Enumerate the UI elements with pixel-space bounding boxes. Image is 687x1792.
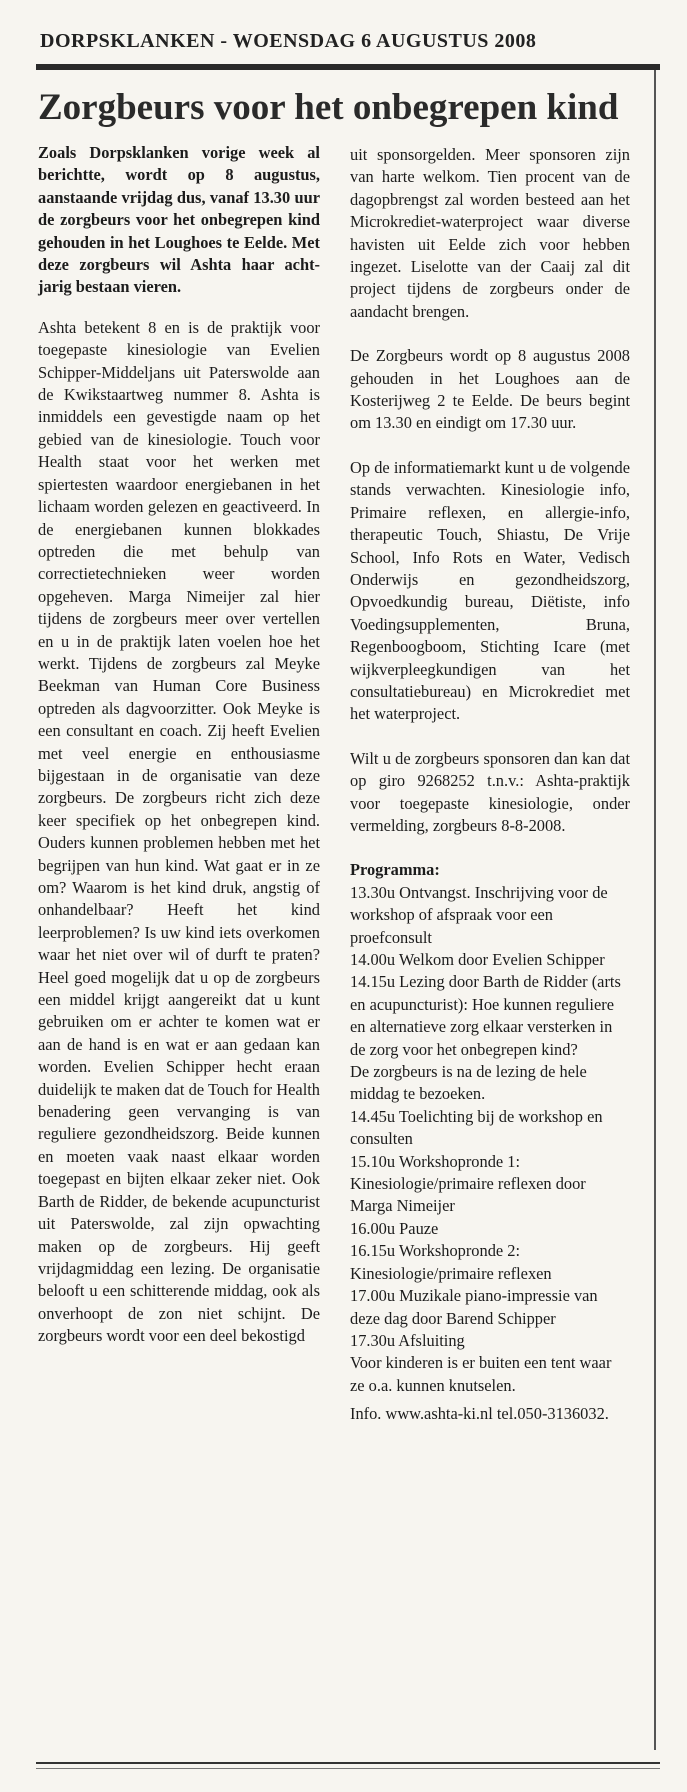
- article-headline: Zorgbeurs voor het onbegrepen kind: [38, 87, 619, 128]
- programma-item: Voor kinderen is er buiten een tent waar ze o.a. kunnen knutselen.: [350, 1353, 612, 1395]
- article-lead: Zoals Dorpsklanken vorige week al berichtte, wordt op 8 augustus, aanstaande vrijdag dus, vanaf 13.30 uur de zorgbeurs voor het onbegrepen kind gehouden in het Loughoes te Eelde. Met deze zorgbeurs wil Ashta haar acht-jarig bestaan vieren.: [38, 143, 320, 297]
- column-left: [38, 142, 320, 1348]
- programma-item: 17.00u Muzikale piano-impressie van deze dag door Barend Schipper: [350, 1286, 598, 1328]
- article-body-stands: Op de informatiemarkt kunt u de volgende stands verwachten. Kinesiologie info, Primaire reflexen, en allergie-info, therapeutic Touch, Shiastu, De Vrije School, Info Rots en Water, Vedisch Onderwijs en gezondheidszorg, Opvoedkundig bureau, Diëtiste, info Voedingsupplementen, Bruna, Regenboogboom, Stichting Icare (met wijkverpleegkundigen van het consultatiebureau) en Microkrediet met het waterproject.: [350, 457, 630, 724]
- contact-info: Info. www.ashta-ki.nl tel.050-3136032.: [350, 1404, 609, 1424]
- column-right: [350, 144, 630, 1426]
- article-body-location: De Zorgbeurs wordt op 8 augustus 2008 gehouden in het Loughoes aan de Kosterijweg 2 te Eelde. De beurs begint om 13.30 en eindigt om 17.30 uur.: [350, 346, 630, 433]
- article-body-left: Ashta betekent 8 en is de praktijk voor toegepaste kinesiologie van Evelien Schipper-Middeljans uit Paterswolde aan de Kwikstaartweg nummer 8. Ashta is inmiddels een gevestigde naam op het gebied van de kinesiologie. Touch voor Health staat voor het werken met spiertesten waardoor energiebanen in het lichaam worden gelezen en geactiveerd. In de energiebanen kunnen blokkades optreden die met behulp van correctietechnieken weer worden opgeheven. Marga Nimeijer zal hier tijdens de zorgbeurs meer over vertellen en u in de praktijk laten voelen hoe het werkt. Tijdens de zorgbeurs zal Meyke Beekman van Human Core Business optreden als dagvoorzitter. Ook Meyke is een consultant en coach. Zij heeft Evelien met veel energie en enthousiasme bijgestaan in de organisatie van deze zorgbeurs. De zorgbeurs richt zich deze keer specifiek op het onbegrepen kind. Ouders kunnen problemen hebben met het begrijpen van hun kind. Wat gaat er in ze om? Waarom is het kind druk, angstig of onhandelbaar? Heeft het kind leerproblemen? Is uw kind iets overkomen waar het niet over wil of durft te praten? Heel goed mogelijk dat u op de zorgbeurs een middel krijgt aangereikt dat u kunt gebruiken om er achter te komen wat er aan de hand is en wat er aan gedaan kan worden. Evelien Schipper hecht eraan duidelijk te maken dat de Touch for Health benadering geen vervanging is van reguliere gezondheidszorg. Beide kunnen en moeten vaak naast elkaar worden toegepast en bijten elkaar zeker niet. Ook Barth de Ridder, de bekende acupuncturist uit Paterswolde, zal zijn opwachting maken op de zorgbeurs. Hij geeft vrijdagmiddag een lezing. De organisatie belooft u een schitterende middag, ook als onverhoopt de zon niet schijnt. De zorgbeurs wordt voor een deel bekostigd: [38, 317, 320, 1346]
- programma-item: De zorgbeurs is na de lezing de hele middag te bezoeken.: [350, 1062, 587, 1104]
- programma-item: 15.10u Workshopronde 1: Kinesiologie/primaire reflexen door Marga Nimeijer: [350, 1151, 586, 1216]
- programma-item: 14.45u Toelichting bij de workshop en consulten: [350, 1106, 603, 1149]
- masthead-rule: [36, 64, 660, 70]
- bottom-rule: [36, 1762, 660, 1764]
- programma-item: 14.00u Welkom door Evelien Schipper: [350, 950, 605, 969]
- programma-item: 14.15u Lezing door Barth de Ridder (arts en acupuncturist): Hoe kunnen reguliere en alternatieve zorg elkaar versterken in de zorg voor het onbegrepen kind?: [350, 972, 621, 1059]
- column-rule-right: [654, 70, 656, 1750]
- programma-heading: Programma:: [350, 860, 440, 880]
- article-body-giro: Wilt u de zorgbeurs sponsoren dan kan dat op giro 9268252 t.n.v.: Ashta-praktijk voor toegepaste kinesiologie, onder vermelding, zorgbeurs 8-8-2008.: [350, 748, 630, 835]
- bottom-rule-thin: [36, 1768, 660, 1769]
- programma-item: 16.00u Pauze: [350, 1218, 439, 1238]
- article-body-sponsors: uit sponsorgelden. Meer sponsoren zijn van harte welkom. Tien procent van de dagopbrengst zal worden besteed aan het Microkrediet-waterproject waar diverse havisten uit Eelde zich voor hebben ingezet. Liselotte van der Caaij zal dit project tijdens de zorgbeurs onder de aandacht brengen.: [350, 145, 630, 321]
- programma-item: 16.15u Workshopronde 2: Kinesiologie/primaire reflexen: [350, 1241, 552, 1283]
- programma-item: 13.30u Ontvangst. Inschrijving voor de workshop of afspraak voor een proefconsult: [350, 882, 608, 947]
- masthead: DORPSKLANKEN - WOENSDAG 6 AUGUSTUS 2008: [40, 30, 537, 52]
- programma-item: 17.30u Afsluiting: [350, 1330, 465, 1350]
